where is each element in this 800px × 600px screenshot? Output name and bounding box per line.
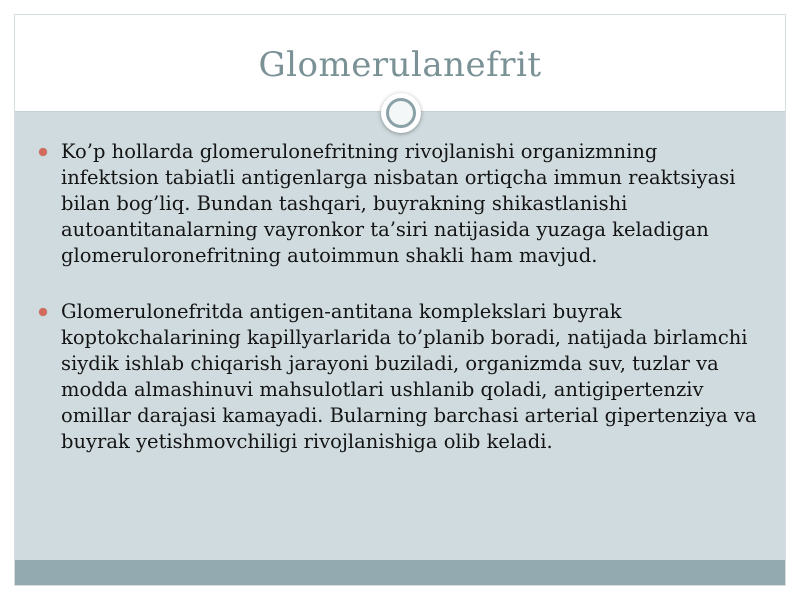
ring-icon xyxy=(386,98,416,128)
slide xyxy=(14,14,786,586)
bullet-item xyxy=(39,139,761,269)
circle-ornament-icon xyxy=(381,93,421,133)
bullet-dot-icon xyxy=(39,148,47,156)
bullet-list xyxy=(39,139,761,455)
bullet-text: Ko’p hollarda glomerulonefritning rivojlanishi organizmning infektsion tabiatli antigenlarga nisbatan ortiqcha immun reaktsiyasi bilan bog’liq. Bundan tashqari, buyrakning shikastlanishi autoantitanalarning vayronkor ta’siri natijasida yuzaga keladigan glomeruloronefritning autoimmun shakli ham mavjud. xyxy=(61,140,736,267)
footer-band xyxy=(15,560,785,586)
bullet-text: Glomerulonefritda antigen-antitana komplekslari buyrak koptokchalarining kapillyarlarida to’planib boradi, natijada birlamchi siydik ishlab chiqarish jarayoni buziladi, organizmda suv, tuzlar va modda almashinuvi mahsulotlari ushlanib qoladi, antigipertenziv omillar darajasi kamayadi. Bularning barchasi arterial gipertenziya va buyrak yetishmovchiligi rivojlanishiga olib keladi. xyxy=(61,300,757,453)
slide-title: Glomerulanefrit xyxy=(258,45,542,85)
bullet-dot-icon xyxy=(39,308,47,316)
bullet-item xyxy=(39,299,761,455)
